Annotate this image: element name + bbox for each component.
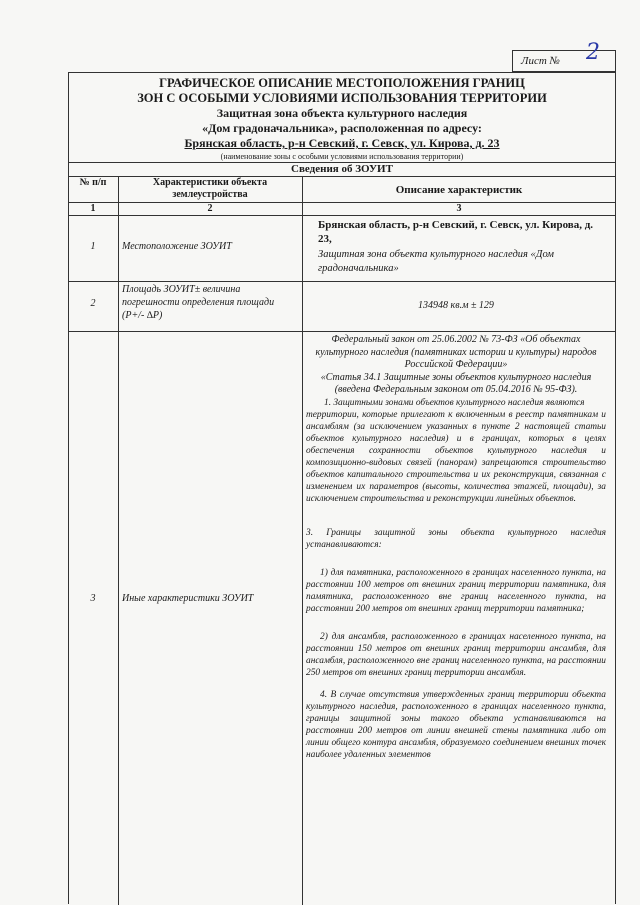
rule-col-2 xyxy=(302,176,303,905)
clause-3-item-2: 2) для ансамбля, расположенного в границах населенного пункта, на расстоянии 150 метров от внешних границ территории ансамбля, для ансамбля, расположенного вне границ населенного пункта, на расстоянии 250 метров от внешних границ территории ансамбля. xyxy=(306,631,606,678)
sheet-label: Лист № xyxy=(521,55,560,67)
row3-characteristic: Иные характеристики ЗОУИТ xyxy=(122,593,254,604)
clause-1-body: территории, которые прилегают к включенным в реестр памятникам и ансамблям (за исключением указанных в пункте 2 настоящей статьи объектов культурного наследия) и в границах, которых в целях обеспечения сохранности объектов культурного наследия и композиционно-видовых связей (панорам) запрещаются строительство объектов капитального строительства и их реконструкция, связанная с изменением их параметров (высоты, количества этажей, площади), за исключением строительства и реконструкции линейных объектов. xyxy=(306,409,606,504)
clause-3-intro: 3. Границы защитной зоны объекта культурного наследия устанавливаются: xyxy=(306,527,606,550)
clause-1-intro: 1. Защитными зонами объектов культурного наследия являются xyxy=(324,397,585,408)
colnum-2: 2 xyxy=(207,203,213,214)
row1-characteristic: Местоположение ЗОУИТ xyxy=(122,241,232,252)
colnum-1: 1 xyxy=(90,203,96,214)
article-reference: «Статья 34.1 Защитные зоны объектов культурного наследия (введена Федеральным законом от 05.04.2016 № 95-ФЗ). xyxy=(320,371,592,395)
sheet-number-box xyxy=(512,50,616,72)
sheet-number: 2 xyxy=(586,40,600,65)
rule-col-1 xyxy=(118,176,119,905)
section-title: Сведения об ЗОУИТ xyxy=(291,163,393,175)
title-line-3: Защитная зона объекта культурного наследия xyxy=(216,106,468,120)
rule-row2-bottom xyxy=(68,331,616,332)
header-num: № п/п xyxy=(79,177,107,188)
clause-3-item-1: 1) для памятника, расположенного в границах населенного пункта, на расстоянии 100 метров от внешних границ территории памятника, для памятника, расположенного вне границ населенного пункта, на расстоянии 200 метров от внешних границ территории памятника; xyxy=(306,567,606,614)
row3-description xyxy=(306,334,606,761)
colnum-3: 3 xyxy=(456,203,462,214)
row1-desc-address: Брянская область, р-н Севский, г. Севск, ул. Кирова, д. 23, xyxy=(318,219,594,245)
law-reference: Федеральный закон от 25.06.2002 № 73-ФЗ «Об объектах культурного наследия (памятниках истории и культуры) народов Российской Федерации» xyxy=(315,334,597,370)
title-line-2: ЗОН С ОСОБЫМИ УСЛОВИЯМИ ИСПОЛЬЗОВАНИЯ ТЕРРИТОРИИ xyxy=(137,91,547,105)
row1-desc-zone: Защитная зона объекта культурного наследия «Дом градоначальника» xyxy=(318,249,555,274)
row1-num: 1 xyxy=(90,241,96,252)
title-line-1: ГРАФИЧЕСКОЕ ОПИСАНИЕ МЕСТОПОЛОЖЕНИЯ ГРАНИЦ xyxy=(159,76,525,90)
title-line-4: «Дом градоначальника», расположенная по адресу: xyxy=(202,121,482,135)
clause-4: 4. В случае отсутствия утвержденных границ территории объекта культурного наследия, расположенного в границах населенного пункта, границы защитной зоны такого объекта устанавливаются на расстоянии 200 метров от линии внешней стены памятника либо от линии общего контура ансамбля, образуемого соединением внешних точек наиболее удаленных элементов xyxy=(306,689,606,760)
row2-num: 2 xyxy=(90,298,96,309)
rule-colnum-bottom xyxy=(68,215,616,216)
rule-row1-bottom xyxy=(68,281,616,282)
row2-description: 134948 кв.м ± 129 xyxy=(418,300,494,311)
row3-num: 3 xyxy=(90,593,96,604)
header-characteristic: Характеристики объекта землеустройства xyxy=(152,177,268,200)
title-caption: (наименование зоны с особыми условиями использования территории) xyxy=(220,152,464,161)
header-description: Описание характеристик xyxy=(395,184,523,196)
title-address: Брянская область, р-н Севский, г. Севск, ул. Кирова, д. 23 xyxy=(184,136,500,150)
row2-characteristic: Площадь ЗОУИТ± величина погрешности определения площади (Р+/- ∆Р) xyxy=(122,284,275,321)
